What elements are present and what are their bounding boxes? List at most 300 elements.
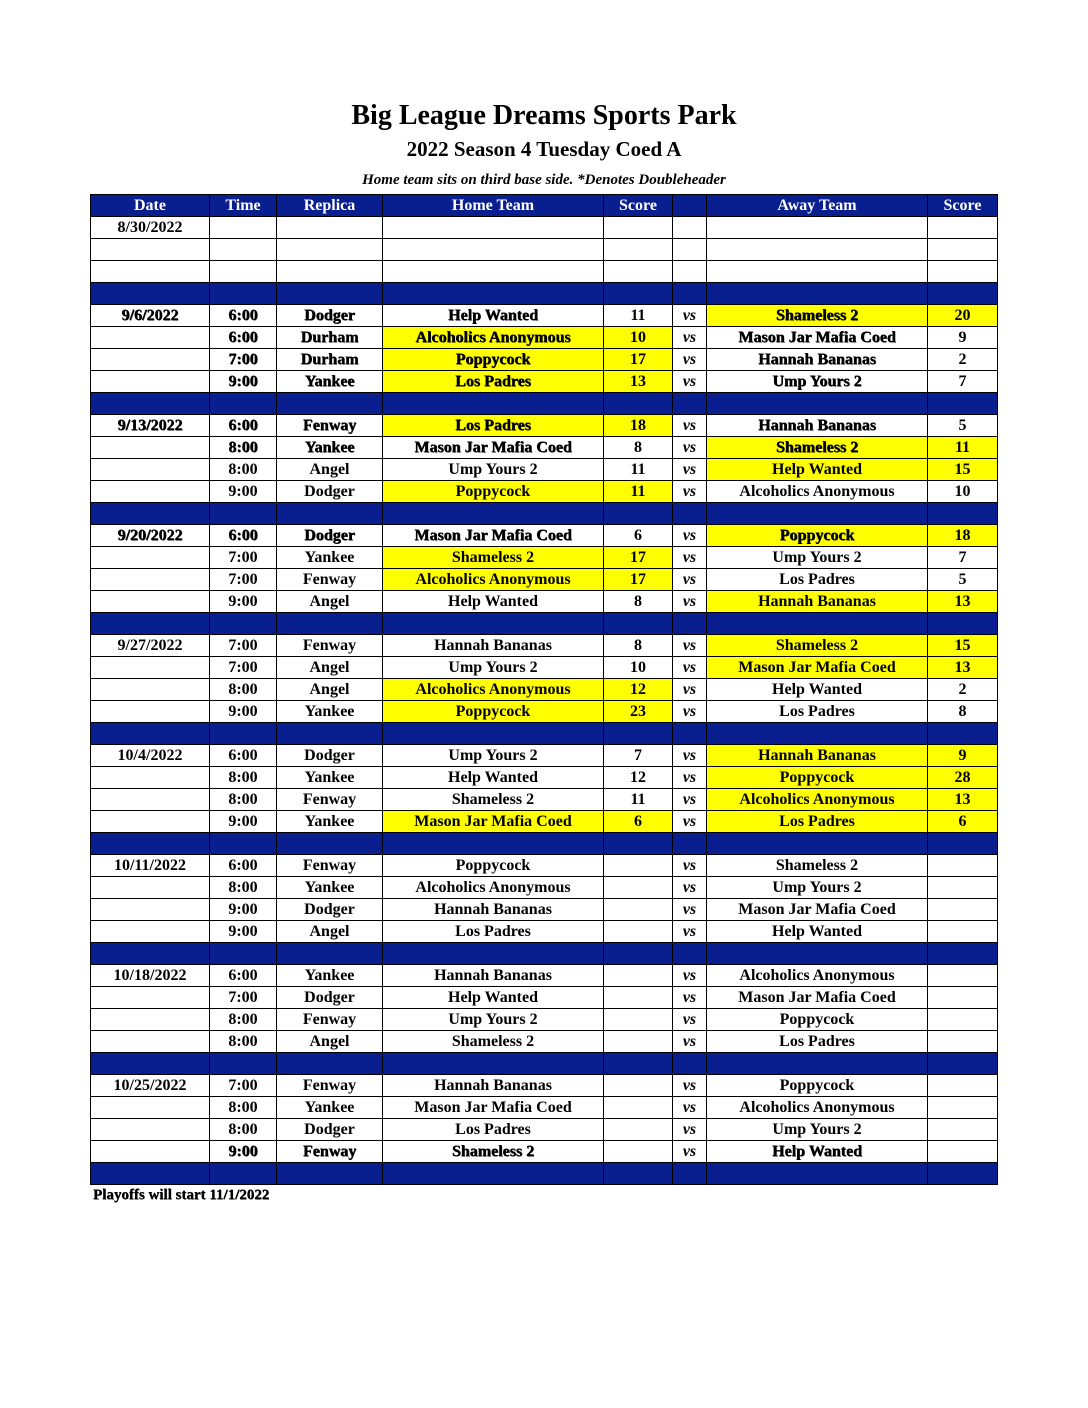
vs-label: vs [673,1119,707,1141]
away-team: Hannah Bananas [707,591,928,613]
vs-label: vs [673,1141,707,1163]
game-date [91,481,210,503]
home-score: 8 [604,437,673,459]
vs-label [673,239,707,261]
game-row [91,1141,998,1163]
separator-cell [707,1053,928,1075]
game-time: 8:00 [210,1031,277,1053]
game-time: 7:00 [210,349,277,371]
home-team: Help Wanted [383,305,604,327]
away-team: Alcoholics Anonymous [707,965,928,987]
home-score: 11 [604,789,673,811]
away-score [928,1141,998,1163]
game-date: 10/25/2022 [91,1075,210,1097]
home-team: Hannah Bananas [383,635,604,657]
game-time: 9:00 [210,899,277,921]
away-score [928,217,998,239]
away-team: Los Padres [707,1031,928,1053]
vs-label: vs [673,459,707,481]
col-header-away-team: Away Team [707,195,928,217]
vs-label: vs [673,305,707,327]
away-team: Help Wanted [707,679,928,701]
game-time: 9:00 [210,1141,277,1163]
away-team: Ump Yours 2 [707,1119,928,1141]
vs-label: vs [673,327,707,349]
game-date [91,701,210,723]
game-time: 8:00 [210,877,277,899]
home-team: Shameless 2 [383,789,604,811]
doubleheader-note: Home team sits on third base side. *Denotes Doubleheader [362,172,726,188]
away-score [928,239,998,261]
away-score [928,1119,998,1141]
col-header-replica: Replica [277,195,383,217]
away-score: 13 [928,789,998,811]
away-team: Los Padres [707,701,928,723]
game-date [91,547,210,569]
home-team: Alcoholics Anonymous [383,679,604,701]
separator-cell [277,503,383,525]
vs-label: vs [673,371,707,393]
game-date [91,679,210,701]
vs-label: vs [673,657,707,679]
separator-cell [673,283,707,305]
game-time: 8:00 [210,459,277,481]
game-row [91,921,998,943]
game-field: Fenway [277,569,383,591]
game-date [91,459,210,481]
home-team: Los Padres [383,415,604,437]
away-score: 7 [928,547,998,569]
home-team: Los Padres [383,921,604,943]
separator-cell [91,1053,210,1075]
separator-cell [383,503,604,525]
separator-cell [91,283,210,305]
vs-label: vs [673,767,707,789]
away-score [928,987,998,1009]
home-score [604,987,673,1009]
game-date [91,921,210,943]
game-time: 8:00 [210,1097,277,1119]
separator-cell [91,503,210,525]
game-date [91,1141,210,1163]
game-field: Angel [277,1031,383,1053]
away-score: 8 [928,701,998,723]
game-date [91,437,210,459]
home-score: 13 [604,371,673,393]
home-score [604,965,673,987]
game-date [91,1009,210,1031]
game-time: 9:00 [210,701,277,723]
separator-cell [707,723,928,745]
vs-label: vs [673,701,707,723]
separator-cell [707,613,928,635]
away-score [928,877,998,899]
game-date [91,987,210,1009]
game-field: Yankee [277,877,383,899]
separator-cell [707,503,928,525]
away-score [928,1031,998,1053]
vs-label: vs [673,1097,707,1119]
vs-label: vs [673,987,707,1009]
separator-cell [91,613,210,635]
schedule-table [90,194,998,1185]
vs-label: vs [673,1009,707,1031]
separator-cell [277,283,383,305]
home-team: Poppycock [383,481,604,503]
vs-label: vs [673,591,707,613]
home-team [383,261,604,283]
away-score: 15 [928,459,998,481]
separator-cell [91,943,210,965]
game-field: Dodger [277,987,383,1009]
separator-cell [604,283,673,305]
away-team: Alcoholics Anonymous [707,1097,928,1119]
away-team: Hannah Bananas [707,349,928,371]
game-row [91,789,998,811]
week-separator [91,833,998,855]
vs-label: vs [673,349,707,371]
separator-cell [210,613,277,635]
game-field: Fenway [277,1075,383,1097]
away-team: Help Wanted [707,921,928,943]
away-team: Alcoholics Anonymous [707,481,928,503]
game-row [91,657,998,679]
separator-cell [707,943,928,965]
page-title: Big League Dreams Sports Park [351,100,737,131]
game-row [91,349,998,371]
home-score [604,1075,673,1097]
home-team: Poppycock [383,701,604,723]
separator-cell [210,503,277,525]
away-team: Ump Yours 2 [707,877,928,899]
home-score: 23 [604,701,673,723]
away-score: 6 [928,811,998,833]
separator-cell [277,613,383,635]
separator-cell [673,1163,707,1185]
game-row [91,855,998,877]
separator-cell [383,943,604,965]
col-header-home-team: Home Team [383,195,604,217]
away-score [928,899,998,921]
game-row [91,635,998,657]
away-score: 28 [928,767,998,789]
game-row [91,459,998,481]
game-time: 6:00 [210,327,277,349]
separator-cell [277,393,383,415]
separator-cell [928,283,998,305]
away-score: 18 [928,525,998,547]
game-field: Dodger [277,899,383,921]
away-team: Shameless 2 [707,437,928,459]
game-row [91,899,998,921]
game-field: Fenway [277,415,383,437]
game-row [91,679,998,701]
separator-cell [91,1163,210,1185]
away-score: 11 [928,437,998,459]
home-score [604,877,673,899]
game-row [91,327,998,349]
week-separator [91,283,998,305]
game-date [91,569,210,591]
separator-cell [928,613,998,635]
game-field: Yankee [277,437,383,459]
game-date: 10/11/2022 [91,855,210,877]
game-field [277,261,383,283]
home-team: Shameless 2 [383,1141,604,1163]
game-row [91,547,998,569]
home-team: Los Padres [383,371,604,393]
game-row [91,767,998,789]
home-score [604,217,673,239]
game-field: Fenway [277,635,383,657]
away-team: Mason Jar Mafia Coed [707,899,928,921]
separator-cell [928,393,998,415]
game-time [210,217,277,239]
game-row [91,877,998,899]
away-score [928,1075,998,1097]
game-date [91,877,210,899]
separator-cell [91,393,210,415]
separator-cell [210,1053,277,1075]
vs-label: vs [673,525,707,547]
game-date [91,1031,210,1053]
game-field: Angel [277,657,383,679]
game-field [277,217,383,239]
separator-cell [928,723,998,745]
home-score: 17 [604,349,673,371]
playoffs-note: Playoffs will start 11/1/2022 [93,1187,270,1203]
game-row [91,217,998,239]
home-score [604,1119,673,1141]
game-date [91,657,210,679]
separator-cell [673,833,707,855]
home-score: 11 [604,481,673,503]
home-team: Alcoholics Anonymous [383,327,604,349]
away-score [928,261,998,283]
vs-label: vs [673,921,707,943]
game-date [91,789,210,811]
week-separator [91,613,998,635]
col-header-date: Date [91,195,210,217]
separator-cell [383,393,604,415]
separator-cell [383,613,604,635]
separator-cell [673,943,707,965]
away-score [928,1009,998,1031]
vs-label: vs [673,547,707,569]
home-score: 6 [604,811,673,833]
away-score: 2 [928,679,998,701]
away-score: 10 [928,481,998,503]
game-field: Yankee [277,965,383,987]
separator-cell [210,1163,277,1185]
separator-cell [604,723,673,745]
game-field: Dodger [277,305,383,327]
home-score: 17 [604,569,673,591]
game-date [91,811,210,833]
game-row [91,415,998,437]
game-row [91,261,998,283]
game-field: Angel [277,921,383,943]
header-row [91,195,998,217]
vs-label: vs [673,745,707,767]
separator-cell [383,723,604,745]
home-team: Alcoholics Anonymous [383,569,604,591]
game-row [91,965,998,987]
home-team [383,217,604,239]
game-row [91,1119,998,1141]
separator-cell [673,1053,707,1075]
col-header-time: Time [210,195,277,217]
separator-cell [604,1163,673,1185]
vs-label: vs [673,635,707,657]
game-date [91,349,210,371]
home-score: 11 [604,459,673,481]
away-team: Poppycock [707,1009,928,1031]
separator-cell [383,833,604,855]
game-time: 6:00 [210,415,277,437]
game-field: Dodger [277,1119,383,1141]
separator-cell [210,393,277,415]
home-score: 11 [604,305,673,327]
away-team: Poppycock [707,525,928,547]
game-field: Dodger [277,525,383,547]
game-date [91,591,210,613]
game-field: Fenway [277,855,383,877]
col-header-home-score: Score [604,195,673,217]
home-team: Hannah Bananas [383,899,604,921]
game-time [210,239,277,261]
game-time: 6:00 [210,855,277,877]
away-score: 20 [928,305,998,327]
away-team [707,217,928,239]
separator-cell [928,503,998,525]
home-team: Hannah Bananas [383,965,604,987]
home-team: Help Wanted [383,767,604,789]
home-team [383,239,604,261]
separator-cell [91,833,210,855]
game-field: Yankee [277,767,383,789]
away-team: Los Padres [707,569,928,591]
game-date [91,1119,210,1141]
game-date: 9/6/2022 [91,305,210,327]
game-date [91,239,210,261]
separator-cell [277,1053,383,1075]
away-team: Help Wanted [707,1141,928,1163]
home-score: 12 [604,679,673,701]
separator-cell [91,723,210,745]
home-score [604,1031,673,1053]
game-date: 10/18/2022 [91,965,210,987]
game-row [91,745,998,767]
away-team: Mason Jar Mafia Coed [707,327,928,349]
game-time: 9:00 [210,591,277,613]
separator-cell [604,943,673,965]
game-row [91,525,998,547]
game-time: 6:00 [210,305,277,327]
game-row [91,1097,998,1119]
vs-label [673,217,707,239]
away-score: 9 [928,745,998,767]
game-time: 8:00 [210,1119,277,1141]
home-team: Shameless 2 [383,1031,604,1053]
away-team [707,239,928,261]
separator-cell [707,283,928,305]
away-team: Mason Jar Mafia Coed [707,987,928,1009]
game-time: 7:00 [210,635,277,657]
separator-cell [604,833,673,855]
game-row [91,569,998,591]
home-score [604,239,673,261]
separator-cell [604,1053,673,1075]
game-time: 9:00 [210,921,277,943]
home-score: 10 [604,327,673,349]
game-field: Angel [277,679,383,701]
vs-label: vs [673,481,707,503]
game-field: Durham [277,349,383,371]
home-score: 12 [604,767,673,789]
game-field: Yankee [277,701,383,723]
game-row [91,811,998,833]
game-field: Durham [277,327,383,349]
vs-label: vs [673,1031,707,1053]
separator-cell [210,943,277,965]
separator-cell [604,393,673,415]
game-date: 9/27/2022 [91,635,210,657]
away-team: Poppycock [707,1075,928,1097]
separator-cell [604,613,673,635]
game-date: 9/13/2022 [91,415,210,437]
game-time: 8:00 [210,789,277,811]
separator-cell [673,613,707,635]
away-team: Ump Yours 2 [707,371,928,393]
game-row [91,987,998,1009]
home-score: 8 [604,635,673,657]
game-row [91,1009,998,1031]
separator-cell [604,503,673,525]
vs-label: vs [673,569,707,591]
separator-cell [707,833,928,855]
away-team: Shameless 2 [707,305,928,327]
game-row [91,591,998,613]
away-score: 2 [928,349,998,371]
home-team: Mason Jar Mafia Coed [383,811,604,833]
home-team: Help Wanted [383,987,604,1009]
away-team: Ump Yours 2 [707,547,928,569]
game-time: 8:00 [210,1009,277,1031]
separator-cell [277,833,383,855]
separator-cell [277,1163,383,1185]
game-date: 10/4/2022 [91,745,210,767]
game-field: Fenway [277,1141,383,1163]
home-score: 10 [604,657,673,679]
away-team: Shameless 2 [707,635,928,657]
home-team: Mason Jar Mafia Coed [383,525,604,547]
game-row [91,239,998,261]
game-field: Fenway [277,1009,383,1031]
vs-label: vs [673,1075,707,1097]
away-score [928,1097,998,1119]
game-time: 9:00 [210,371,277,393]
game-field: Dodger [277,481,383,503]
separator-cell [383,1053,604,1075]
home-team: Alcoholics Anonymous [383,877,604,899]
game-time: 7:00 [210,987,277,1009]
col-header-away-score: Score [928,195,998,217]
home-score [604,261,673,283]
away-score: 13 [928,657,998,679]
game-field: Fenway [277,789,383,811]
separator-cell [673,723,707,745]
